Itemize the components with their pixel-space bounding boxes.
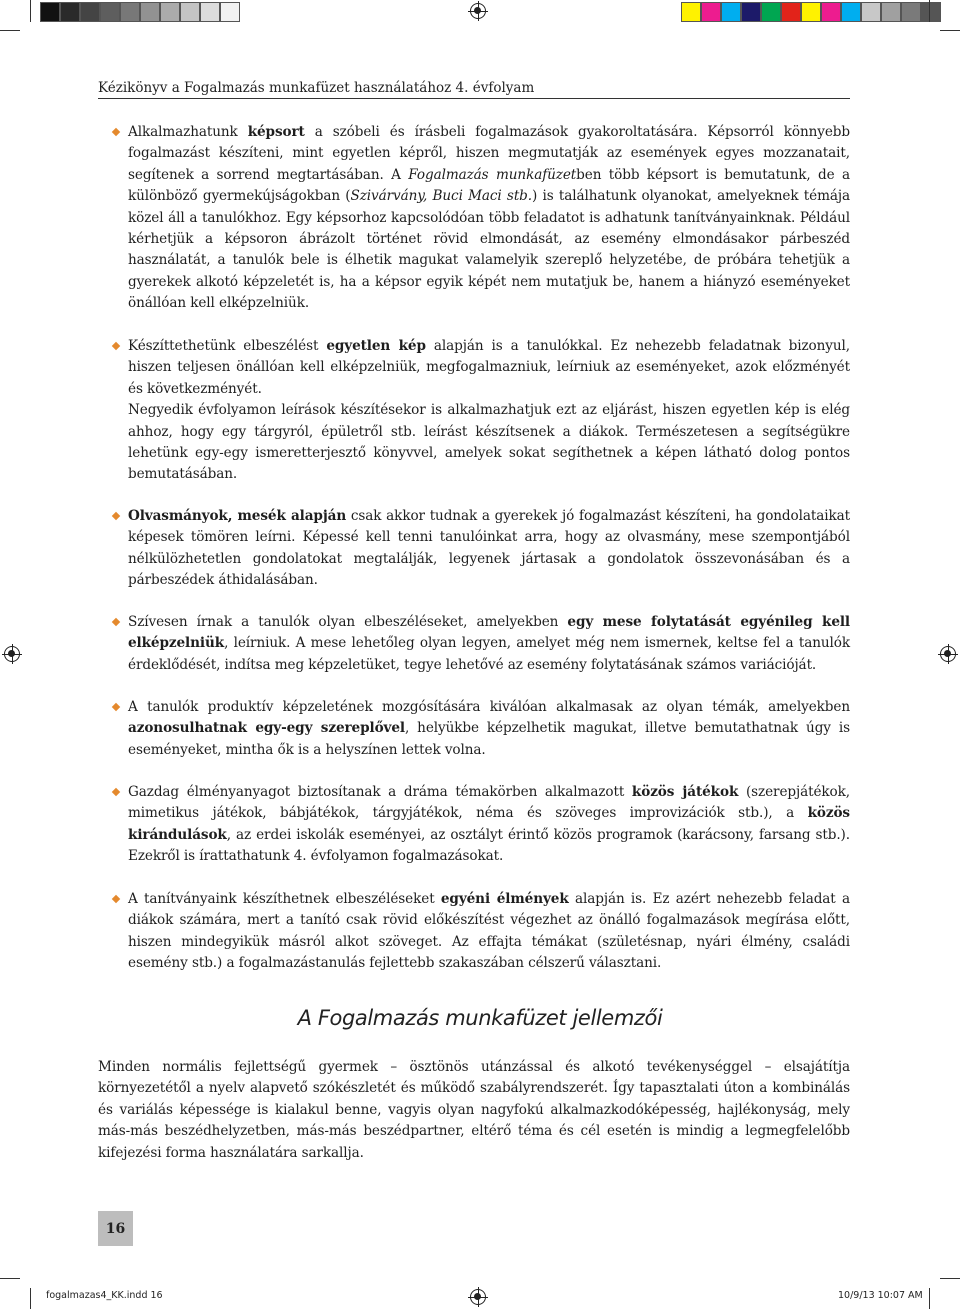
color-swatch — [721, 2, 741, 22]
registration-mark-left — [4, 646, 20, 662]
slug-timestamp: 10/9/13 10:07 AM — [838, 1290, 923, 1301]
bullet-paragraph — [128, 697, 850, 761]
color-swatch — [681, 2, 701, 22]
emphasis-bold: egyetlen kép — [326, 338, 426, 354]
color-swatch — [861, 2, 881, 22]
crop-mark — [0, 1278, 20, 1279]
text-run: Készíttethetünk elbeszélést — [128, 338, 327, 354]
crop-mark — [929, 0, 930, 22]
bullet-item — [98, 612, 850, 676]
gray-swatch — [120, 2, 140, 22]
bullet-item — [98, 506, 850, 592]
text-run: , leírniuk. A mese lehetőleg olyan legyen, amelyet még nem ismernek, keltse fel a tanulók érdeklődését, indítsa meg képzeletüket, tegye lehetővé az esemény folytatásának számos variációját. — [128, 635, 850, 673]
gray-swatch — [100, 2, 120, 22]
emphasis-bold: közös kirándulások — [128, 805, 850, 843]
crop-mark — [929, 1288, 930, 1309]
crop-mark — [940, 30, 960, 31]
diamond-bullet-icon — [112, 617, 120, 625]
bullet-paragraph — [128, 400, 850, 486]
color-swatch — [761, 2, 781, 22]
registration-mark-top — [470, 3, 486, 19]
color-swatch — [841, 2, 861, 22]
color-swatch — [921, 2, 941, 22]
gray-swatch — [40, 2, 60, 22]
bullet-item — [98, 122, 850, 315]
text-run: Gazdag élményanyagot biztosítanak a dráma témakörben alkalmazott — [128, 784, 632, 800]
color-swatch — [741, 2, 761, 22]
diamond-bullet-icon — [112, 511, 120, 519]
text-run: (szerepjátékok, mimetikus játékok, bábjátékok, tárgyjátékok, néma és szöveges improvizációk stb.), a — [128, 784, 850, 822]
crop-mark — [30, 1288, 31, 1309]
diamond-bullet-icon — [112, 894, 120, 902]
bullet-paragraph — [128, 336, 850, 400]
diamond-bullet-icon — [112, 127, 120, 135]
section-title: A Fogalmazás munkafüzet jellemzői — [297, 1006, 663, 1030]
bullet-paragraph — [128, 506, 850, 592]
body-paragraph — [98, 1057, 850, 1164]
registration-mark-right — [940, 646, 956, 662]
diamond-bullet-icon — [112, 341, 120, 349]
crop-mark — [0, 30, 20, 31]
gray-swatch — [160, 2, 180, 22]
color-swatch — [781, 2, 801, 22]
emphasis-bold: képsort — [247, 124, 305, 140]
bullet-paragraph — [128, 782, 850, 868]
emphasis-bold: egyéni élmények — [440, 891, 569, 907]
gray-swatch — [80, 2, 100, 22]
emphasis-bold: közös játékok — [631, 784, 739, 800]
diamond-bullet-icon — [112, 787, 120, 795]
text-run: alapján is a tanulókkal. Ez nehezebb feladatnak bizonyul, hiszen teljesen önállóan kell elképzelniük, megfogalmazniuk, leírniuk az eseményeket, azok előzményét és következményét. — [128, 338, 850, 397]
bullet-paragraph — [128, 612, 850, 676]
bullet-item — [98, 782, 850, 868]
crop-mark — [940, 1278, 960, 1279]
color-swatch — [801, 2, 821, 22]
emphasis-bold: Olvasmányok, mesék alapján — [128, 508, 347, 524]
bullet-paragraph — [128, 122, 850, 315]
emphasis-bold: azonosulhatnak egy-egy szereplővel — [128, 720, 405, 737]
bullet-item — [98, 336, 850, 486]
text-run: , az erdei iskolák eseményei, az osztályt érintő közös programok (karácsony, farsang stb.). Ezekről is írattathatunk 4. évfolyamon fogalmazásokat. — [128, 826, 850, 865]
bullet-item — [98, 697, 850, 761]
registration-mark-bottom — [470, 1289, 486, 1305]
page-number: 16 — [98, 1211, 133, 1246]
text-run: alapján is. Ez azért nehezebb feladat a diákok számára, mert a tanító csak rövid előkészítést végezhet az önálló fogalmazások megírása előtt, hiszen mindegyikük másról alkot szöveget. Az effajta témákat (születésnap, nyári élmény, családi esemény stb.) a fogalmazástanulás fejlettebb szakaszában célszerű választani. — [128, 891, 850, 972]
gray-swatch — [140, 2, 160, 22]
running-header: Kézikönyv a Fogalmazás munkafüzet használatához 4. évfolyam — [98, 80, 535, 96]
color-swatch — [901, 2, 921, 22]
text-run: ben több képsort is bemutatunk, de a különböző gyermekújságokban ( — [128, 166, 850, 205]
diamond-bullet-icon — [112, 702, 120, 710]
color-swatch — [881, 2, 901, 22]
crop-mark — [30, 0, 31, 22]
slug-filename: fogalmazas4_KK.indd 16 — [46, 1290, 163, 1301]
bullet-paragraph — [128, 889, 850, 975]
text-run: , helyükbe képzelhetik magukat, illetve bemutathatnak úgy is eseményeket, mintha ők is a helyszínen lettek volna. — [128, 720, 850, 758]
emphasis-italic: Fogalmazás munkafüzet — [408, 166, 577, 183]
emphasis-bold: egy mese folytatását egyénileg kell elképzelniük — [128, 614, 850, 652]
text-run: A tanulók produktív képzeletének mozgósítására kiválóan alkalmasak az olyan témák, amelyekben — [128, 699, 850, 715]
gray-swatch — [60, 2, 80, 22]
text-run: a szóbeli és írásbeli fogalmazások gyakoroltatására. Képsorról könnyebb fogalmazást készíteni, mint egyetlen képről, hiszen megmutatják az események egyes mozzanatait, segítenek a sorrend megtartásában. A — [128, 124, 850, 183]
color-swatch — [821, 2, 841, 22]
text-run: ) is találhatunk olyanokat, amelyeknek témája közel áll a tanulókhoz. Egy képsorhoz kapcsolódóan több feladatot is adhatunk tanítványainknak. Például kérhetjük a képsoron ábrázolt történet rövid elmondását, az esemény elmondásakor párbeszéd használatát, a tanulók bele is élhetik magukat valamelyik szereplő helyzetébe, de próbára tehetjük a gyerekek alkotó képzeletét is, ha a képsor egyik képét nem mutatjuk be, hanem a hiányzó eseményeket önállóan kell elképzelniük. — [128, 188, 850, 312]
text-run: Szívesen írnak a tanulók olyan elbeszéléseket, amelyekben — [128, 614, 568, 630]
text-run: Negyedik évfolyamon leírások készítésekor is alkalmazhatjuk ezt az eljárást, hiszen egyetlen kép is elég ahhoz, hogy egy tárgyról, épületről stb. leírást készítsenek a diákok. Természetesen a segítségükre lehetünk egy-egy ismeretterjesztő könyvvel, amelyek sokat segíthetnek a képen látható dolog pontos bemutatásában. — [128, 402, 850, 483]
grayscale-color-bar — [40, 2, 240, 22]
header-rule — [98, 98, 850, 99]
emphasis-italic: Szivárvány, Buci Maci stb. — [350, 188, 532, 205]
text-run: csak akkor tudnak a gyerekek jó fogalmazást készíteni, ha gondolataikat képesek tömören leírni. Képessé kell tenni tanulóinkat arra, hogy az olvasmány, mese szempontjából nélkülözhetetlen gondolatokat megtalálják, legyenek jártasak a gondolatok összevonásában és a párbeszédek áthidalásában. — [128, 508, 850, 589]
gray-swatch — [220, 2, 240, 22]
text-run: Alkalmazhatunk — [128, 124, 248, 140]
text-run: A tanítványaink készíthetnek elbeszéléseket — [128, 891, 441, 907]
gray-swatch — [180, 2, 200, 22]
process-color-bar — [681, 2, 941, 22]
gray-swatch — [200, 2, 220, 22]
final-paragraph-text: Minden normális fejlettségű gyermek – ösztönös utánzással és alkotó tevékenységgel – elsajátítja környezetétől a nyelv alapvető szókészletét és működő szabályrendszerét. Így tapasztalati úton a kombinálás és variálás képessége is kialakul benne, vagyis olyan nagyfokú alkalmazkodóképesség, hajlékonyság, mely más-más beszédhelyzetben, más-más beszédpartner, eltérő téma és cél esetén is mindig a legmegfelelőbb kifejezési forma használatára sarkallja. — [98, 1059, 850, 1161]
color-swatch — [701, 2, 721, 22]
bullet-item — [98, 889, 850, 975]
